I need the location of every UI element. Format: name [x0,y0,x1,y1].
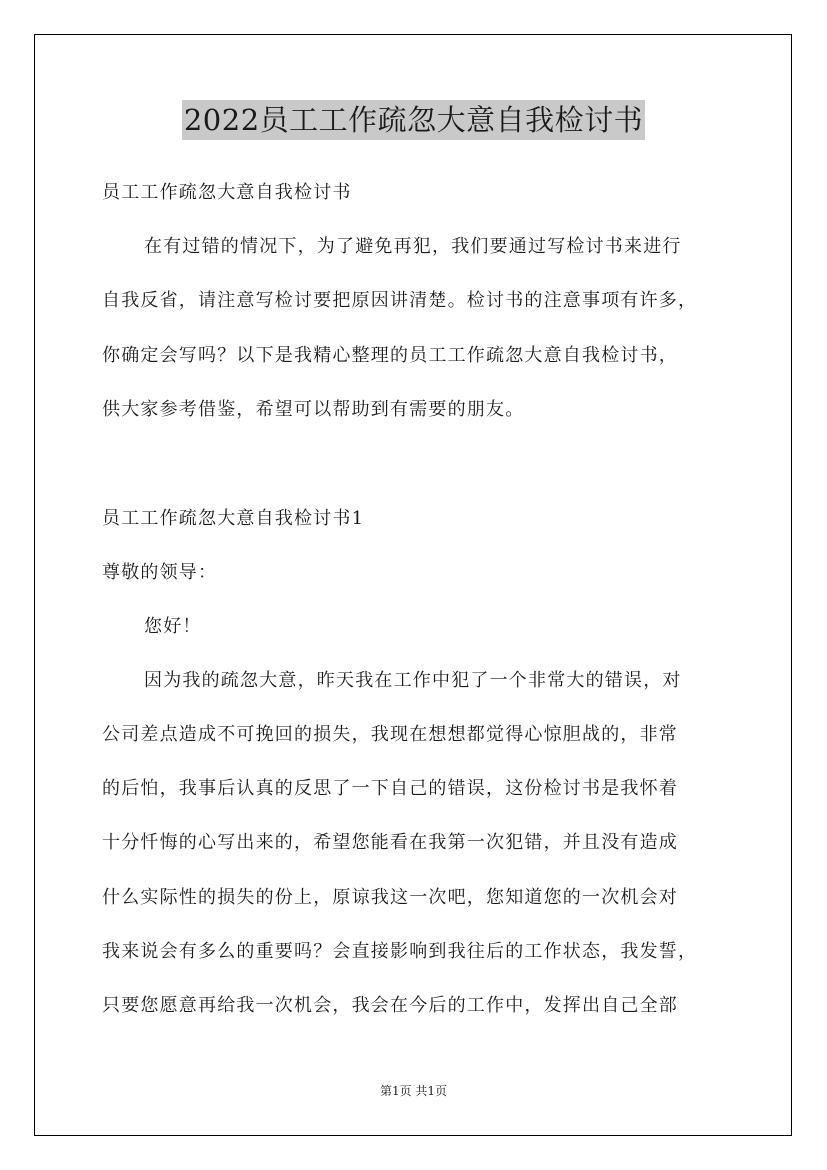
paragraph-line: 在有过错的情况下，为了避免再犯，我们要通过写检讨书来进行 [144,236,682,257]
paragraph-line: 只要您愿意再给我一次机会，我会在今后的工作中，发挥出自己全部 [102,995,678,1016]
paragraph-line: 的后怕，我事后认真的反思了一下自己的错误，这份检讨书是我怀着 [102,778,678,799]
paragraph-line: 自我反省，请注意写检讨要把原因讲清楚。检讨书的注意事项有许多， [102,290,698,311]
paragraph-line: 我来说会有多么的重要吗？会直接影响到我往后的工作状态，我发誓， [102,941,698,962]
paragraph-line: 你确定会写吗？以下是我精心整理的员工工作疏忽大意自我检讨书， [102,345,678,366]
section-heading: 员工工作疏忽大意自我检讨书1 [102,508,365,529]
paragraph-line: 十分忏悔的心写出来的，希望您能看在我第一次犯错，并且没有造成 [102,832,678,853]
title-container [0,100,827,140]
salutation: 尊敬的领导： [102,562,218,583]
paragraph-line: 公司差点造成不可挽回的损失，我现在想想都觉得心惊胆战的，非常 [102,724,678,745]
document-title: 2022员工工作疏忽大意自我检讨书 [182,100,645,140]
page-footer: 第1页 共1页 [379,1084,448,1098]
greeting: 您好！ [144,616,202,637]
paragraph-line: 供大家参考借鉴，希望可以帮助到有需要的朋友。 [102,399,525,420]
paragraph-line: 因为我的疏忽大意，昨天我在工作中犯了一个非常大的错误，对 [144,670,682,691]
paragraph-line: 什么实际性的损失的份上，原谅我这一次吧，您知道您的一次机会对 [102,887,678,908]
subtitle-line: 员工工作疏忽大意自我检讨书 [102,182,352,203]
